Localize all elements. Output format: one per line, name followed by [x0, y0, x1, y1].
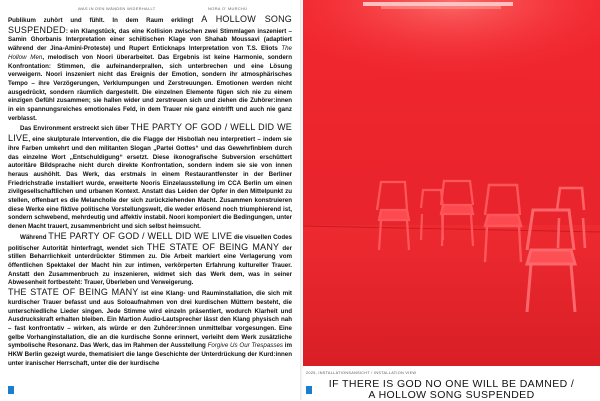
paragraph-1: Publikum zuhört und fühlt. In dem Raum erklingt A HOLLOW SONG SUSPENDED: ein Klangstück, das eine Kollision zwischen zwei Stimmlagen inszeniert – Samin Ghorbanis Interpretation einer schiitischen Klage von Shahab Moussavi (adaptiert während der Jina-Amini-Proteste) und Rupert Enticknaps Interpretation von T.S. Eliots The Hollow Men, melodisch von Noori überarbeitet. Das Ergebnis ist keine Harmonie, sondern Konfrontation: Stimmen, die aufeinanderprallen, sich unterbrechen und eine Lösung verweigern. Noori inszeniert nicht das Ereignis der Emotion, sondern ihr atmosphärisches Tempo – ihre Verzögerungen, Verklumpungen und Zerstreuungen. Emotionen werden nicht ausgedrückt, sondern räumlich dargestellt. Die einzelnen Elemente fügen sich nie zu einem einzigen Gefühl zusammen; sie hallen wider und zerstreuen sich und ziehen die Zuhörer:innen in ein spannungsreiches emotionales Feld, in dem Trauer nie ganz eintrifft und auch nie ganz verblasst.	[8, 14, 292, 122]
paragraph-4: THE STATE OF BEING MANY ist eine Klang- und Rauminstallation, die sich mit kurdischer Trauer befasst und aus Soloaufnahmen von drei kurdischen Müttern besteht, die unterschiedliche Lieder singen. Jede Stimme wird einzeln präsentiert, wodurch Klarheit und Ausdruckskraft erhalten bleiben. Ein Martion Audio-Lautsprecher lässt den Klang physisch nah – fast konfrontativ – wirken, als würde er den Zuhörer:innen unmittelbar vorgesungen. Eine gelbe Vorhanginstallation, die an die kurdische Sonne erinnert, verleiht dem Werk zusätzliche symbolische Resonanz. Das Werk, das im Rahmen der Ausstellung Forgive Us Our Trespasses im HKW Berlin gezeigt wurde, thematisiert die lange Geschichte der Unterdrückung der Kurd:innen unter iranischer Herrschaft, unter die der kurdische	[8, 287, 292, 367]
work-title: THE STATE OF BEING MANY	[8, 287, 139, 298]
image-caption: 2025, INSTALLATIONSANSICHT / INSTALLATION VIEW	[306, 371, 417, 375]
running-head-author: NORA O' MURCHÚ	[208, 6, 248, 11]
work-title: THE PARTY OF GOD / WELL DID WE LIVE	[8, 122, 292, 144]
artwork-title-line-2: A HOLLOW SONG SUSPENDED	[368, 388, 535, 401]
right-page	[303, 0, 600, 400]
page-marker	[306, 386, 312, 394]
left-page	[0, 0, 300, 400]
paragraph-3: Während THE PARTY OF GOD / WELL DID WE LIVE die visuellen Codes politischer Autorität hinterfragt, wendet sich THE STATE OF BEING MANY der stillen Beharrlichkeit unterdrückter Stimmen zu. Die Arbeit markiert eine Verlagerung vom öffentlichen Spektakel der Macht hin zur intimen, verkörperten Erfahrung kultureller Trauer. Anstatt den Zusammenbruch zu inszenieren, widmet sich das Werk dem, was in seiner Abwesenheit fortbesteht: Trauer, Überleben und Verweigerung.	[8, 230, 292, 287]
running-head-section: WAS IN DEN WÄNDEN WIDERHALLT	[78, 6, 156, 11]
paragraph-2: Das Environment erstreckt sich über THE PARTY OF GOD / WELL DID WE LIVE, eine skulpturale Intervention, die die Flagge der Hisbollah neu interpretiert – indem sie ihre Farben umkehrt und den militanten Slogan „Partei Gottes“ und das Gewehrfinblem durch das einzelne Wort „Entschuldigung“ ersetzt. Diese ikonografische Subversion erschüttert autoritäre Bildsprache nicht durch direkte Konfrontation, sondern indem sie sie von innen heraus aushöhlt. Das Werk, das erstmals in einem Restaurantfenster in der Berliner Friedrichstraße installiert wurde, erweiterte Nooris Einzelausstellung im CCA Berlin um einen zivilgesellschaftlichen und urbanen Kontext. Anstatt das Leiden der Opfer in den Mittelpunkt zu stellen, offenbart es die Melancholie der sich zurückziehenden Macht. Zusammen konstruieren diese Werke eine fiktive politische Vorstellungswelt, die weder erlösend noch triumphierend ist, sondern schwebend, mehrdeutig und affektiv instabil. Noori komponiert die Bedingungen, unter denen Macht trauert, zusammenbricht und sich selbst heimsucht.	[8, 122, 292, 231]
page-marker	[8, 386, 14, 394]
article-body	[8, 15, 292, 368]
installation-photo	[303, 0, 600, 366]
work-title: A HOLLOW SONG SUSPENDED	[8, 14, 292, 35]
installation-image	[303, 0, 600, 366]
artwork-title-line-1: IF THERE IS GOD NO ONE WILL BE DAMNED /	[328, 378, 575, 390]
artwork-title	[303, 379, 600, 400]
work-title: THE PARTY OF GOD / WELL DID WE LIVE	[48, 230, 233, 241]
work-title: THE STATE OF BEING MANY	[146, 241, 280, 252]
